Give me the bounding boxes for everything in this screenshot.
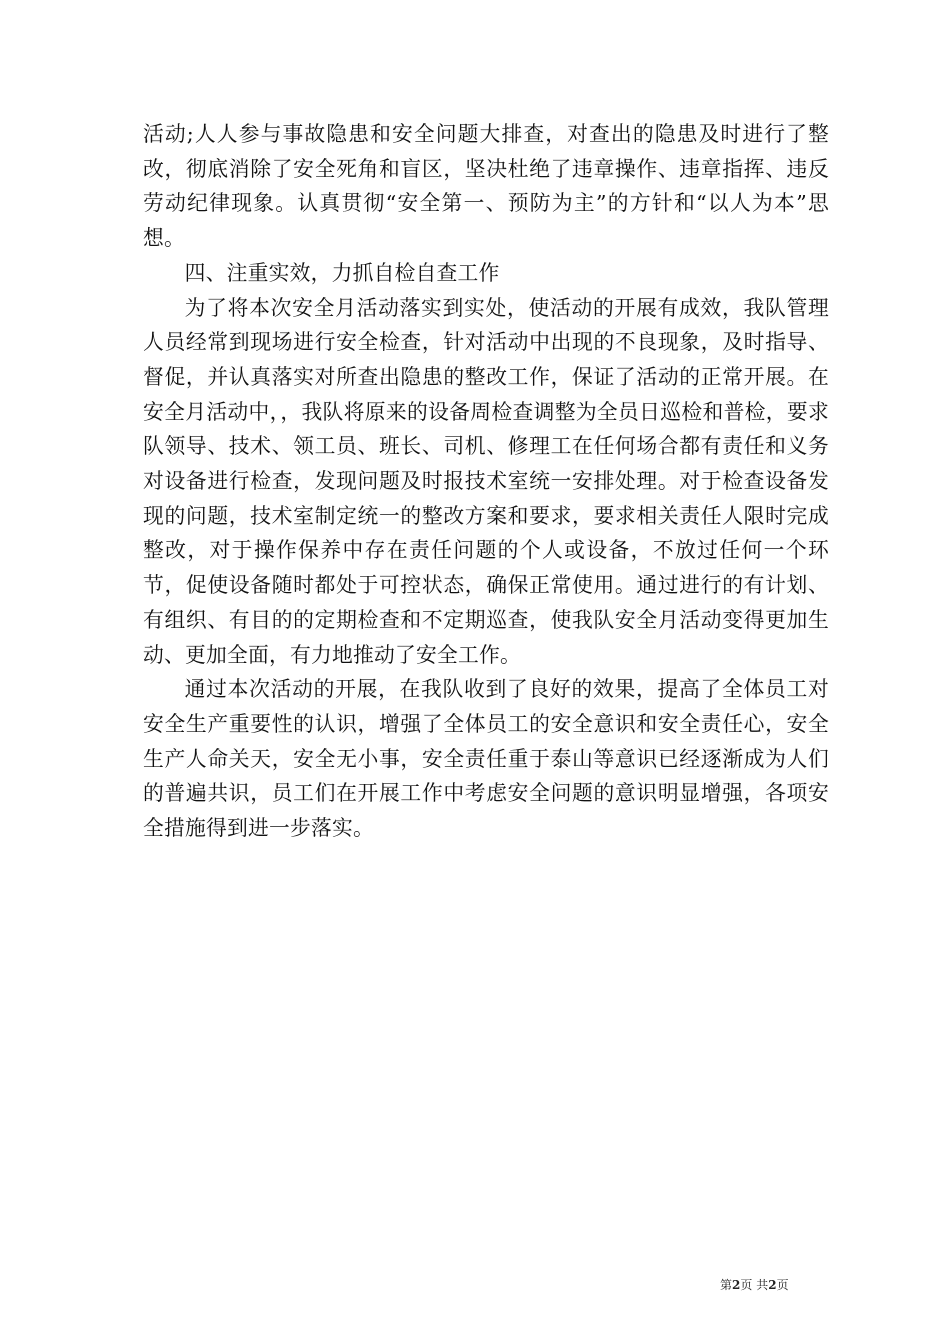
footer-suffix: 页 [776, 1278, 789, 1292]
page-footer [720, 1277, 789, 1293]
footer-middle: 页 共 [740, 1278, 769, 1292]
current-page-number: 2 [732, 1278, 741, 1292]
paragraph-conclusion: 通过本次活动的开展，在我队收到了良好的效果，提高了全体员工对安全生产重要性的认识，增强了全体员工的安全意识和安全责任心，安全生产人命关天，安全无小事，安全责任重于泰山等意识已经逐渐成为人们的普遍共识，员工们在开展工作中考虑安全问题的意识明显增强，各项安全措施得到进一步落实。 [143, 677, 829, 841]
footer-prefix: 第 [720, 1278, 733, 1292]
paragraph-continuation: 活动;人人参与事故隐患和安全问题大排查，对查出的隐患及时进行了整改，彻底消除了安全死角和盲区，坚决杜绝了违章操作、违章指挥、违反劳动纪律现象。认真贯彻“安全第一、预防为主”的方针和“以人为本”思想。 [143, 122, 829, 251]
document-body [143, 117, 829, 846]
total-page-number: 2 [768, 1278, 777, 1292]
section-heading: 四、注重实效，力抓自检自查工作 [184, 260, 500, 285]
paragraph-self-inspection: 为了将本次安全月活动落实到实处，使活动的开展有成效，我队管理人员经常到现场进行安全检查，针对活动中出现的不良现象，及时指导、督促，并认真落实对所查出隐患的整改工作，保证了活动的正常开展。在安全月活动中，，我队将原来的设备周检查调整为全员日巡检和普检，要求队领导、技术、领工员、班长、司机、修理工在任何场合都有责任和义务对设备进行检查，发现问题及时报技术室统一安排处理。对于检查设备发现的问题，技术室制定统一的整改方案和要求，要求相关责任人限时完成整改，对于操作保养中存在责任问题的个人或设备，不放过任何一个环节，促使设备随时都处于可控状态，确保正常使用。通过进行的有计划、有组织、有目的的定期检查和不定期巡查，使我队安全月活动变得更加生动、更加全面，有力地推动了安全工作。 [143, 295, 829, 667]
